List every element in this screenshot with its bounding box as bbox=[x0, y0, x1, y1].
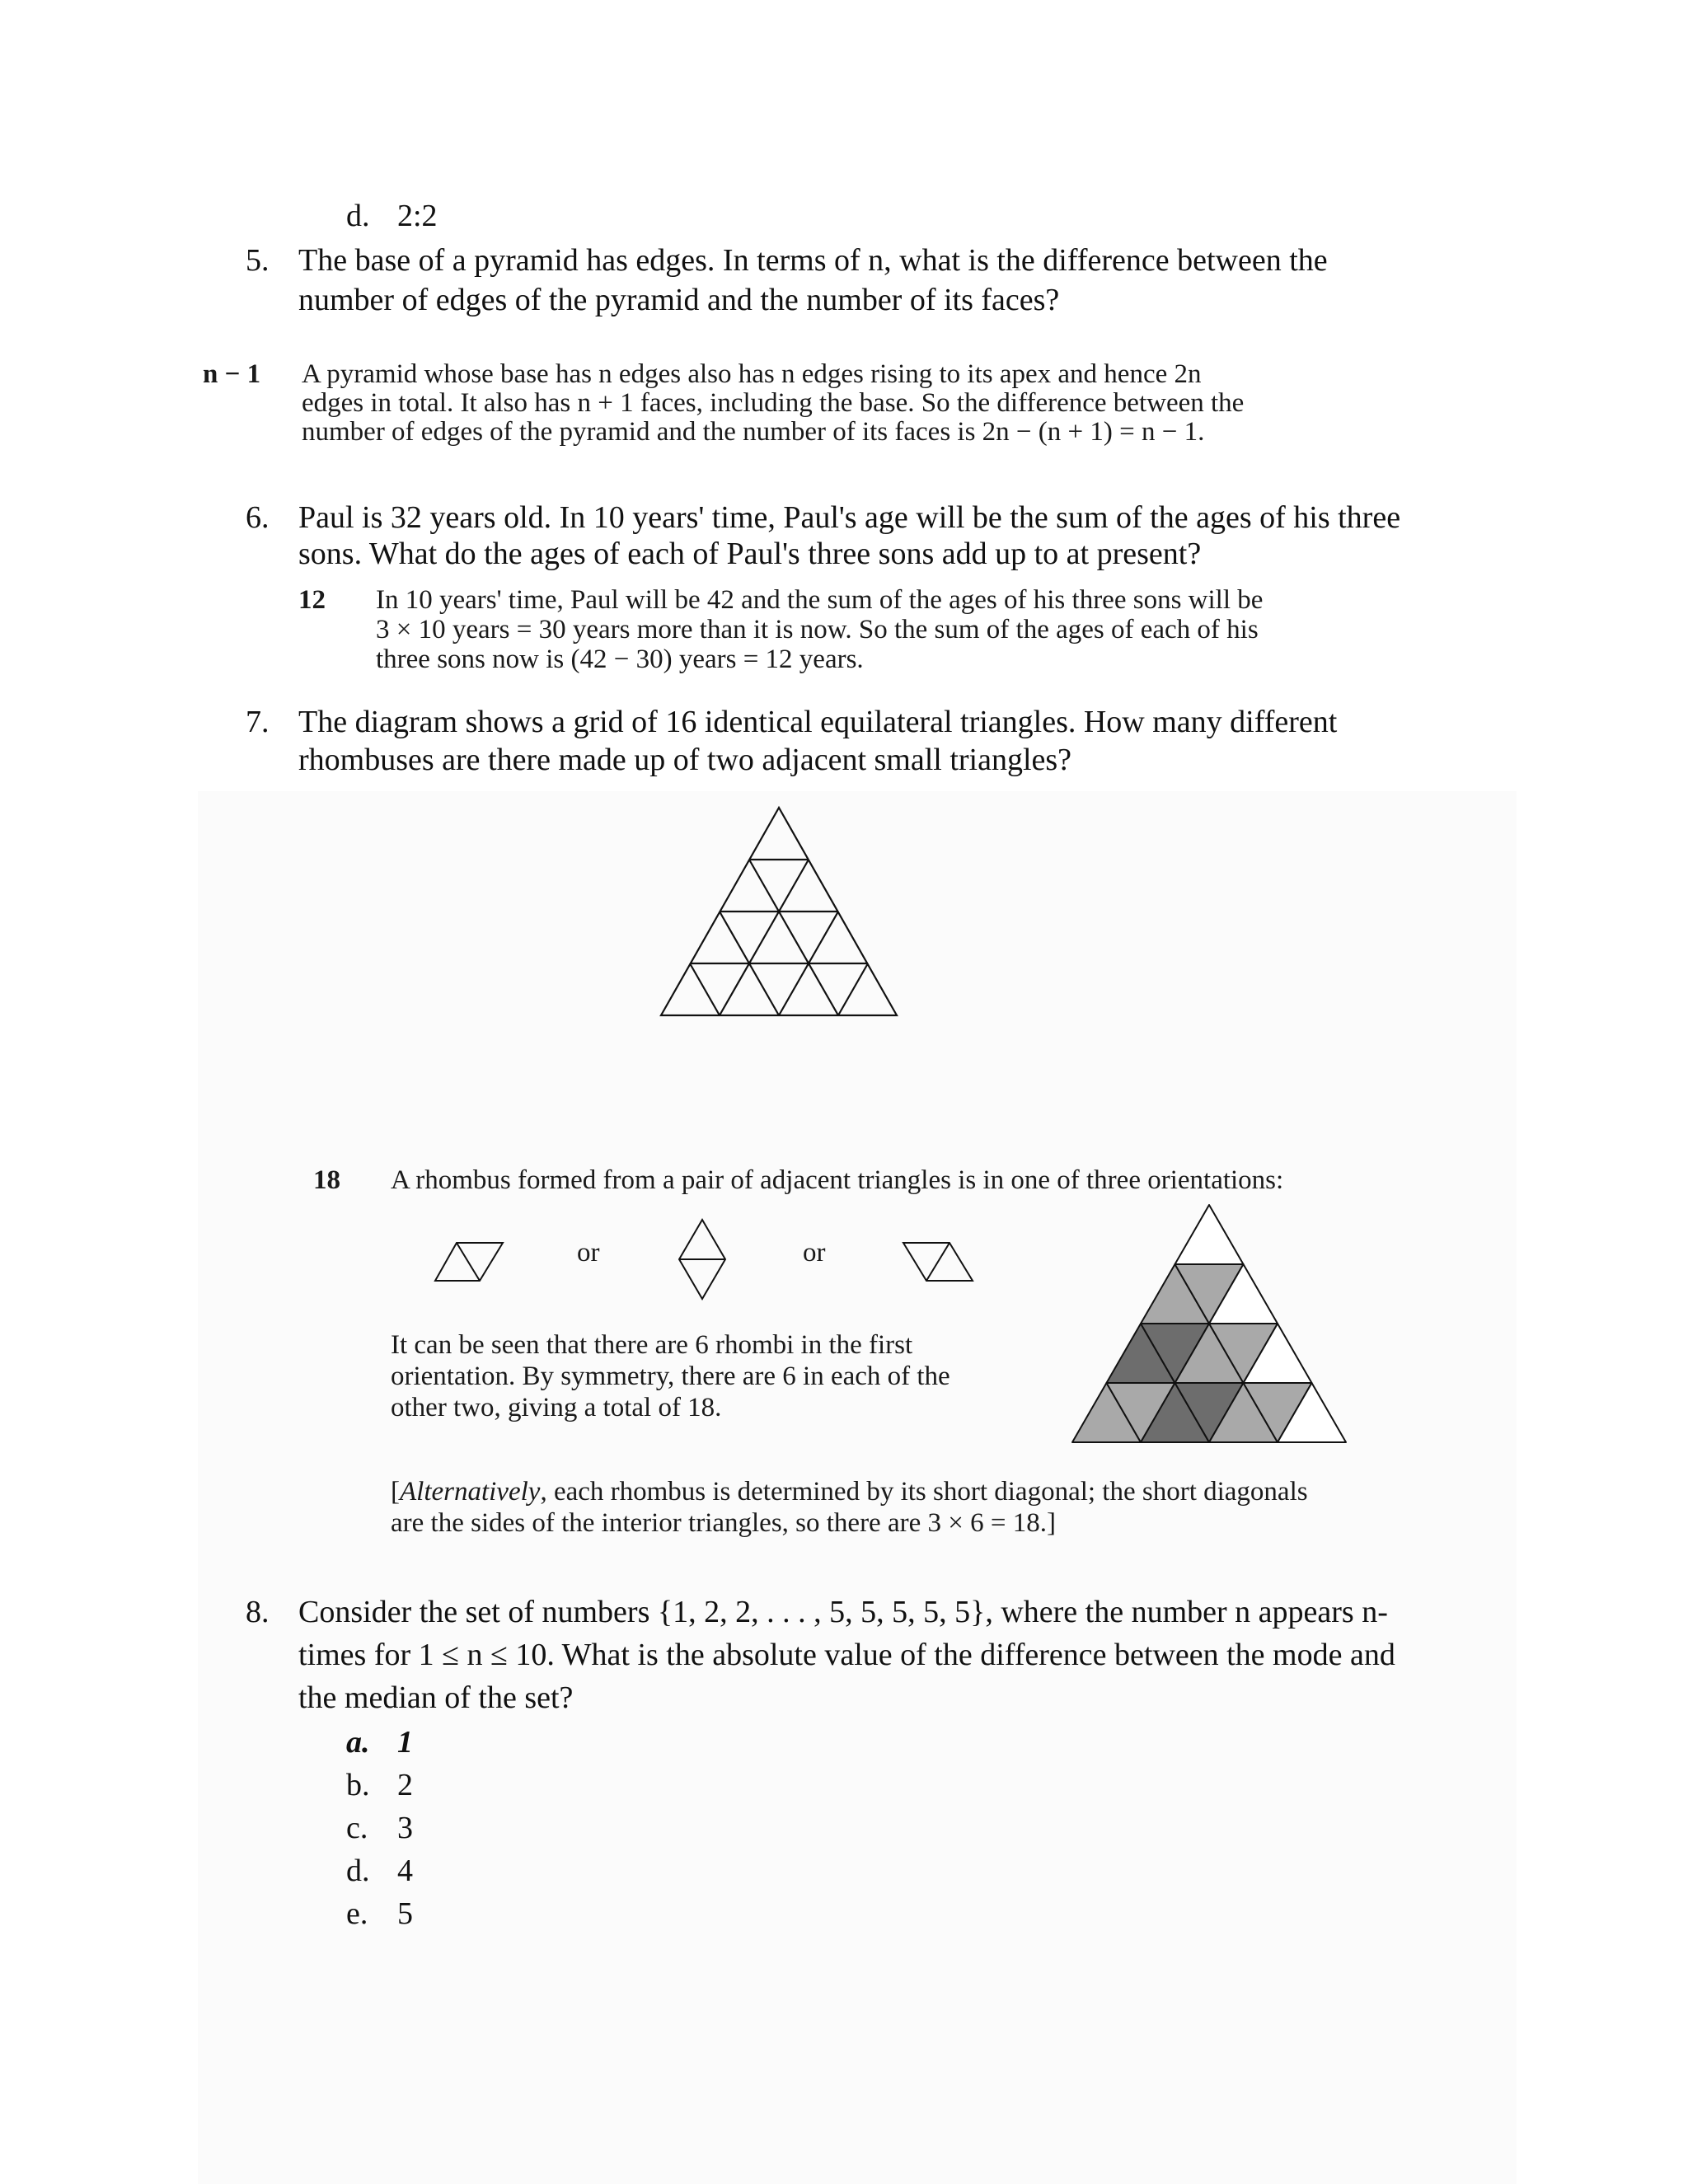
rhombus-orientation-2 bbox=[678, 1218, 727, 1301]
solution-text: edges in total. It also has n + 1 faces, including the base. So the difference between the bbox=[302, 388, 1245, 418]
solution-answer: 12 bbox=[298, 585, 326, 615]
solution-text: other two, giving a total of 18. bbox=[391, 1393, 722, 1422]
question-text: the median of the set? bbox=[298, 1680, 574, 1715]
question-text: Paul is 32 years old. In 10 years' time, Paul's age will be the sum of the ages of his three bbox=[298, 500, 1401, 535]
solution-text: It can be seen that there are 6 rhombi in the first bbox=[391, 1330, 913, 1360]
option-text: 4 bbox=[397, 1854, 413, 1888]
question-text: rhombuses are there made up of two adjacent small triangles? bbox=[298, 743, 1072, 777]
solution-text: In 10 years' time, Paul will be 42 and the sum of the ages of his three sons will be bbox=[376, 585, 1264, 615]
question-text: times for 1 ≤ n ≤ 10. What is the absolute value of the difference between the mode and bbox=[298, 1638, 1395, 1672]
option-letter: a. bbox=[346, 1725, 370, 1760]
solution-text: are the sides of the interior triangles, so there are 3 × 6 = 18.] bbox=[391, 1508, 1056, 1538]
solution-text: A pyramid whose base has n edges also has n edges rising to its apex and hence 2n bbox=[302, 359, 1202, 389]
question-number: 7. bbox=[246, 705, 270, 739]
or-label: or bbox=[803, 1238, 826, 1268]
question-text: sons. What do the ages of each of Paul's three sons add up to at present? bbox=[298, 537, 1202, 571]
rhombus-orientation-1 bbox=[434, 1241, 504, 1282]
question-number: 5. bbox=[246, 243, 270, 278]
option-text: 2 bbox=[397, 1768, 413, 1802]
solution-text: three sons now is (42 − 30) years = 12 years. bbox=[376, 644, 864, 674]
alt-text: , each rhombus is determined by its short diagonal; the short diagonals bbox=[540, 1477, 1308, 1507]
solution-text: A rhombus formed from a pair of adjacent triangles is in one of three orientations: bbox=[391, 1165, 1284, 1195]
question-number: 8. bbox=[246, 1595, 270, 1629]
option-letter: b. bbox=[346, 1768, 370, 1802]
alt-word: Alternatively bbox=[400, 1477, 541, 1507]
option-letter: d. bbox=[346, 1854, 370, 1888]
solution-text: 3 × 10 years = 30 years more than it is now. So the sum of the ages of each of his bbox=[376, 615, 1259, 644]
option-text: 1 bbox=[397, 1725, 413, 1760]
or-label: or bbox=[577, 1238, 600, 1268]
solution-text: number of edges of the pyramid and the number of its faces is 2n − (n + 1) = n − 1. bbox=[302, 417, 1205, 447]
question-text: number of edges of the pyramid and the number of its faces? bbox=[298, 283, 1060, 317]
solution-text: orientation. By symmetry, there are 6 in each of the bbox=[391, 1361, 950, 1391]
option-letter: c. bbox=[346, 1811, 368, 1845]
rhombus-orientation-3 bbox=[902, 1241, 978, 1282]
solution-answer: n − 1 bbox=[203, 359, 261, 389]
option-text: 2:2 bbox=[397, 199, 438, 233]
option-letter: e. bbox=[346, 1896, 368, 1931]
option-text: 5 bbox=[397, 1896, 413, 1931]
question-text: Consider the set of numbers {1, 2, 2, . . . , 5, 5, 5, 5, 5}, where the number n appears n- bbox=[298, 1595, 1388, 1629]
solution-answer: 18 bbox=[313, 1165, 340, 1195]
option-text: 3 bbox=[397, 1811, 413, 1845]
question-text: The diagram shows a grid of 16 identical equilateral triangles. How many different bbox=[298, 705, 1338, 739]
shaded-rhombi-diagram bbox=[1071, 1203, 1347, 1442]
question-number: 6. bbox=[246, 500, 270, 535]
option-letter: d. bbox=[346, 199, 370, 233]
question-text: The base of a pyramid has edges. In terms of n, what is the difference between the bbox=[298, 243, 1328, 278]
solution-text: [Alternatively, each rhombus is determined by its short diagonal; the short diagonals bbox=[391, 1477, 1308, 1507]
triangle-grid-diagram bbox=[659, 806, 898, 1017]
